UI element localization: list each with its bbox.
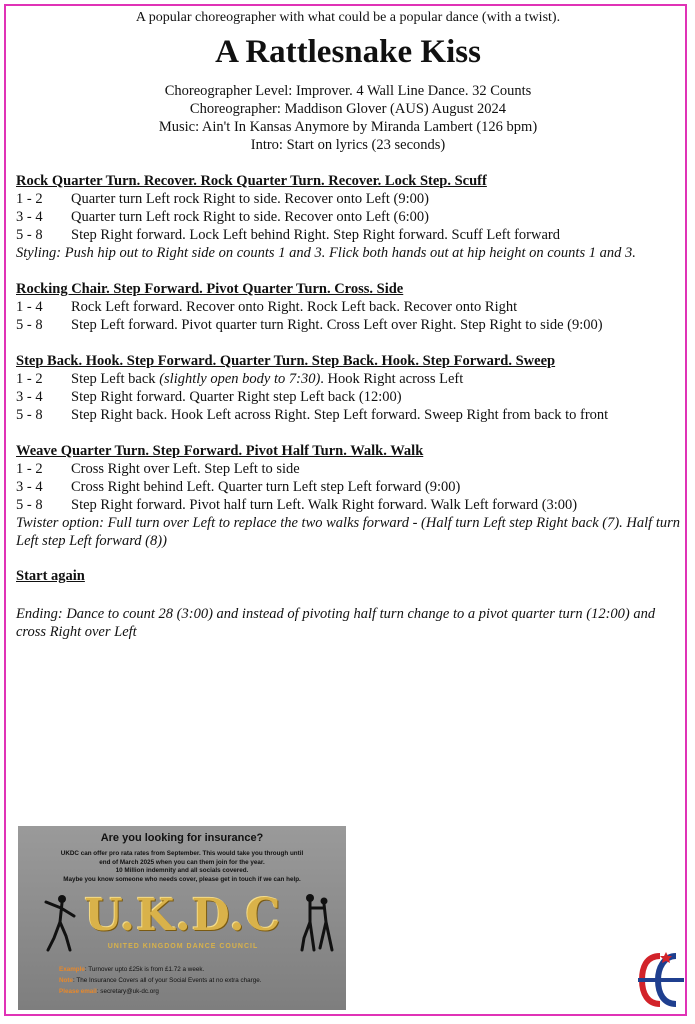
step-counts: 5 - 8: [16, 227, 43, 243]
step-row: [16, 406, 680, 424]
ad-body-line: end of March 2025 when you can them join for the year.: [99, 858, 265, 866]
example-label: Example: [59, 966, 85, 973]
ad-body: [18, 850, 346, 884]
step-row: [16, 496, 680, 514]
styling-note: Styling: Push hip out to Right side on counts 1 and 3. Flick both hands out at hip height on counts 1 and 3.: [16, 245, 636, 261]
ukdc-logo-subtitle: UNITED KINGDOM DANCE COUNCIL: [107, 943, 259, 950]
step-counts: 1 - 2: [16, 371, 43, 387]
step-text: Rock Left forward. Recover onto Right. Rock Left back. Recover onto Right: [71, 299, 518, 315]
info-intro: Intro: Start on lyrics (23 seconds): [250, 137, 446, 153]
start-again: Start again: [16, 568, 85, 584]
info-level: Choreographer Level: Improver. 4 Wall Line Dance. 32 Counts: [164, 83, 532, 99]
section-4: [16, 442, 680, 550]
step-counts: 1 - 4: [16, 299, 43, 315]
step-counts: 3 - 4: [16, 389, 43, 405]
step-counts: 3 - 4: [16, 479, 43, 495]
step-row: [16, 190, 680, 208]
section-3: [16, 352, 680, 424]
step-counts: 5 - 8: [16, 407, 43, 423]
step-row: [16, 298, 680, 316]
step-row: [16, 226, 680, 244]
step-counts: 1 - 2: [16, 191, 43, 207]
step-text: Step Right forward. Lock Left behind Right. Step Right forward. Scuff Left forward: [71, 227, 560, 243]
step-row: [16, 388, 680, 406]
note-text: : The Insurance Covers all of your Social Events at no extra charge.: [73, 977, 262, 984]
step-text-after: . Hook Right across Left: [320, 371, 464, 387]
step-sheet: [16, 10, 680, 641]
step-row: [16, 370, 680, 388]
ad-body-line: UKDC can offer pro rata rates from September. This would take you through until: [60, 850, 304, 857]
intro-line: A popular choreographer with what could be a popular dance (with a twist).: [135, 10, 561, 25]
example-text: : Turnover upto £25k is from £1.72 a week.: [84, 966, 205, 973]
step-counts: 5 - 8: [16, 317, 43, 333]
step-row: [16, 208, 680, 226]
step-text: Quarter turn Left rock Right to side. Recover onto Left (9:00): [71, 191, 429, 207]
step-text: Step Left back: [71, 371, 160, 387]
ukdc-logo: [18, 890, 346, 960]
step-row: [16, 460, 680, 478]
step-text-italic: (slightly open body to 7:30): [159, 371, 321, 387]
ad-email-line: [59, 986, 262, 997]
step-text-wrap: [71, 370, 463, 388]
section-1: [16, 172, 680, 262]
dance-title: A Rattlesnake Kiss: [215, 34, 481, 70]
step-counts: 1 - 2: [16, 461, 43, 477]
step-row: [16, 478, 680, 496]
step-text: Step Left forward. Pivot quarter turn Right. Cross Left over Right. Step Right to side (9:00): [71, 317, 603, 333]
section-title: Step Back. Hook. Step Forward. Quarter Turn. Step Back. Hook. Step Forward. Sweep: [16, 353, 556, 369]
step-text: Step Right forward. Pivot half turn Left. Walk Right forward. Walk Left forward (3:00): [71, 497, 578, 513]
section-title: Weave Quarter Turn. Step Forward. Pivot Half Turn. Walk. Walk: [16, 443, 424, 459]
ad-footer: [59, 964, 262, 997]
note-label: Note: [59, 977, 73, 984]
step-text: Quarter turn Left rock Right to side. Recover onto Left (6:00): [71, 209, 429, 225]
dance-info: [16, 82, 680, 154]
ad-note-line: [59, 975, 262, 986]
step-text: Step Right back. Hook Left across Right. Step Left forward. Sweep Right from back to front: [71, 407, 609, 423]
ad-body-line: Maybe you know someone who needs cover, please get in touch if we can help.: [63, 875, 301, 883]
step-row: [16, 316, 680, 334]
step-counts: 5 - 8: [16, 497, 43, 513]
email-label: Please email: [59, 988, 97, 995]
info-choreographer: Choreographer: Maddison Glover (AUS) August 2024: [189, 101, 507, 117]
ad-example-line: [59, 964, 262, 975]
ukdc-logo-text: U.K.D.C: [84, 890, 282, 941]
email-text: : secretary@uk-dc.org: [96, 988, 159, 995]
ad-title: Are you looking for insurance?: [100, 832, 264, 844]
ad-body-line: 10 Million indemnity and all socials covered.: [115, 867, 249, 874]
twister-note: Twister option: Full turn over Left to replace the two walks forward - (Half turn Left step Right back (7). Half turn Left step Left forward (8)): [16, 515, 681, 549]
ending-note: Ending: Dance to count 28 (3:00) and instead of pivoting half turn change to a pivot quarter turn (12:00) and cross Right over Left: [16, 606, 656, 640]
step-counts: 3 - 4: [16, 209, 43, 225]
section-title: Rock Quarter Turn. Recover. Rock Quarter Turn. Recover. Lock Step. Scuff: [16, 173, 487, 189]
section-title: Rocking Chair. Step Forward. Pivot Quarter Turn. Cross. Side: [16, 281, 404, 297]
step-text: Cross Right behind Left. Quarter turn Left step Left forward (9:00): [71, 479, 461, 495]
step-text: Step Right forward. Quarter Right step Left back (12:00): [71, 389, 402, 405]
step-text: Cross Right over Left. Step Left to side: [71, 461, 300, 477]
insurance-advert: [18, 826, 346, 1010]
section-2: [16, 280, 680, 334]
cc-country-logo-icon: [636, 950, 686, 1008]
info-music: Music: Ain't In Kansas Anymore by Miranda Lambert (126 bpm): [158, 119, 538, 135]
